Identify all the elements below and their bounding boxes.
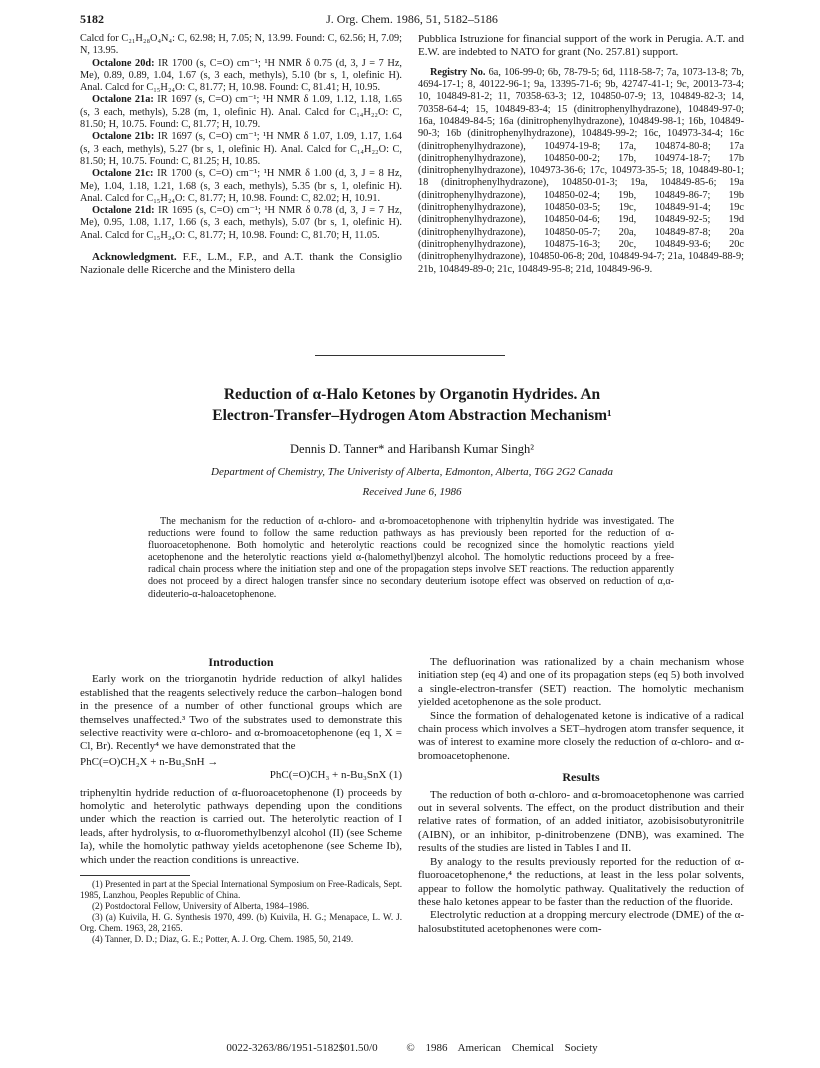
footnote: (4) Tanner, D. D.; Diaz, G. E.; Potter, A. J. Org. Chem. 1985, 50, 2149. xyxy=(92,934,354,945)
analysis-paragraph: Octalone 20d: IR 1700 (s, C=O) cm⁻¹; ¹H NMR δ 0.75 (d, 3, J = 7 Hz, Me), 0.89, 0.89, 1.04, 1.67 (s, 3 each, methyls), 5.10 (br s, 1, olefinic H). Anal. Calcd for C₁₅H₂₄O: C, 81.77; H, 10.98. Found: C, 81.41; H, 10.95. xyxy=(80,57,402,94)
page-number: 5182 xyxy=(80,12,104,26)
equation-1-line-2: PhC(=O)CH₃ + n-Bu₃SnX (1) xyxy=(269,769,402,782)
footnote: (1) Presented in part at the Special International Symposium on Free-Radicals, Sept. 1985, Lanzhou, Peoples Republic of China. xyxy=(80,879,403,901)
body-paragraph: The defluorination was rationalized by a chain mechanism whose initiation step (eq 4) and one of its propagation steps (eq 5) both involved a single-electron-transfer (SET) reaction. The homolytic mechanism yielded acetophenone as the sole product. xyxy=(418,656,744,709)
affiliation: Department of Chemistry, The Univeristy of Alberta, Edmonton, Alberta, T6G 2G2 Canada xyxy=(211,466,613,478)
intro-paragraph: Early work on the triorganotin hydride reduction of alkyl halides established that the reagents selectively reduce the carbon–halogen bond in the presence of a number of other functional groups which are themselves unaffected.³ Two of the substrates used to demonstrate this selective reactivity were α-chloro- and α-bromoacetophenone (eq 1, X = Cl, Br). Recently⁴ we have demonstrated that the xyxy=(80,673,402,753)
footnote-rule xyxy=(80,875,190,876)
analysis-paragraph: Octalone 21d: IR 1695 (s, C=O) cm⁻¹; ¹H NMR δ 0.78 (d, 3, J = 7 Hz, Me), 0.95, 1.08, 1.17, 1.66 (s, 3 each, methyls), 5.07 (br s, 1, olefinic H). Anal. Calcd for C₁₅H₂₄O: C, 81.77; H, 10.98. Found: C, 81.70; H, 11.05. xyxy=(80,205,402,241)
prev-article-right-column xyxy=(418,33,744,276)
running-header xyxy=(80,12,744,30)
article-separator xyxy=(315,355,505,356)
copyright-code: 0022-3263/86/1951-5182$01.50/0 xyxy=(226,1042,378,1054)
article-title: Reduction of α-Halo Ketones by Organotin Hydrides. An Electron-Transfer–Hydrogen Atom Abstraction Mechanism¹ xyxy=(212,386,612,424)
analysis-paragraph: Octalone 21a: IR 1697 (s, C=O) cm⁻¹; ¹H NMR δ 1.09, 1.12, 1.18, 1.65 (s, 3 each, methyls), 5.28 (m, 1, olefinic H). Anal. Calcd for C₁₄H₂₂O: C, 81.50; H, 10.75. Found: C, 81.77; H, 10.79. xyxy=(80,94,402,131)
section-heading-results: Results xyxy=(562,770,600,785)
received-date: Received June 6, 1986 xyxy=(362,486,462,498)
footnote: (2) Postdoctoral Fellow, University of Alberta, 1984–1986. xyxy=(92,901,310,912)
registry-numbers: Registry No. 6a, 106-99-0; 6b, 78-79-5; 6d, 1118-58-7; 7a, 1073-13-8; 7b, 4694-17-1; 8, 40122-96-1; 9a, 13395-71-6; 9b, 42747-41-1; 9c, 20013-73-4; 10, 104849-81-2; 11, 70358-63-3; 12, 104850-07-9; 13, 104849-82-3; 14, 70358-64-4; 15, 104849-83-4; 15 (dinitrophenylhydrazone), 104849-97-0; 16a, 104849-84-5; 16a (dinitrophenylhydrazone), 104849-98-1; 16b, 104849-90-3; 16b (dinitrophenylhydrazone), 104849-99-2; 16c, 104973-34-4; 16c (dinitrophenylhydrazone), 104974-19-8; 17a, 104874-80-8; 17a (dinitrophenylhydrazone), 104850-00-2; 17b, 104974-18-7; 17b (dinitrophenylhydrazone), 104973-36-6; 17c, 104973-35-5; 18, 104849-80-1; 18 (dinitrophenylhydrazone), 104850-01-3; 19a, 104849-85-6; 19a (dinitrophenylhydrazone), 104850-02-4; 19b, 104849-86-7; 19b (dinitrophenylhydrazone), 104850-03-5; 19c, 104849-91-4; 19c (dinitrophenylhydrazone), 104850-04-6; 19d, 104849-92-5; 19d (dinitrophenylhydrazone), 104850-05-7; 20a, 104849-87-8; 20a (dinitrophenylhydrazone), 104875-16-3; 20c, 104849-93-6; 20c (dinitrophenylhydrazone), 104850-06-8; 20d, 104849-94-7; 21a, 104849-88-9; 21b, 104849-89-0; 21c, 104849-95-8; 21d, 104849-96-9. xyxy=(418,66,744,275)
intro-paragraph: triphenyltin hydride reduction of α-fluoroacetophenone (I) proceeds by homolytic and heterolytic pathways depending upon the conditions under which the reaction is carried out. The heterolytic reaction of I leads, after hydrolysis, to α-fluoromethylbenzyl alcohol (II) (see Scheme Ia), while the homolytic pathway yields acetophenone (see Scheme Ib), which under the reaction conditions is unreactive. xyxy=(80,786,402,866)
page-footer xyxy=(80,1042,744,1054)
footnote: (3) (a) Kuivila, H. G. Synthesis 1970, 499. (b) Kuivila, H. G.; Menapace, L. W. J. Org. Chem. 1963, 28, 2165. xyxy=(80,912,402,934)
equation-1-line-1: PhC(=O)CH₂X + n-Bu₃SnH → xyxy=(80,755,219,768)
article-right-column xyxy=(418,656,744,936)
abstract: The mechanism for the reduction of α-chloro- and α-bromoacetophenone with triphenyltin hydride was investigated. The reductions were found to follow the same reduction pathways as has previously been reported for the reduction of α-fluoroacetophenone. Both homolytic and heterolytic reactions could be recognized since the homolytic reactions yield acetophenone and the heterolytic reactions yield α-(halomethyl)benzyl alcohol. The homolytic reductions proceed by a free-radical chain process where the initiation step and one of the propagation steps involve SET reactions. The reduction apparently does not proceed by a direct halogen transfer since no secondary deuterium isotope effect was observed on reduction of α,α-dideuterio-α-haloacetophenone. xyxy=(148,516,674,600)
article-left-column xyxy=(80,656,402,945)
analysis-paragraph: Calcd for C₂₁H₂₈O₄N₄: C, 62.98; H, 7.05; N, 13.99. Found: C, 62.56; H, 7.09; N, 13.95. xyxy=(80,33,402,57)
journal-reference: J. Org. Chem. 1986, 51, 5182–5186 xyxy=(326,12,498,26)
prev-article-left-column xyxy=(80,33,402,278)
acknowledgment: Acknowledgment. F.F., L.M., F.P., and A.T. thank the Consiglio Nazionale delle Ricerche and the Ministero della xyxy=(80,251,402,277)
body-paragraph: Electrolytic reduction at a dropping mercury electrode (DME) of the α-halosubstituted acetophenones were com- xyxy=(418,909,744,935)
analysis-paragraph: Octalone 21c: IR 1700 (s, C=O) cm⁻¹; ¹H NMR δ 1.00 (d, 3, J = 8 Hz, Me), 1.04, 1.18, 1.21, 1.68 (s, 3 each, methyls), 5.35 (br s, 1, olefinic H). Anal. Calcd for C₁₅H₂₄O: C, 81.77; H, 10.98. Found: C, 82.02; H, 10.91. xyxy=(80,168,402,204)
acknowledgment-continued: Pubblica Istruzione for financial support of the work in Perugia. A.T. and E.W. are indebted to NATO for grant (No. 257.81) support. xyxy=(418,33,744,59)
body-paragraph: Since the formation of dehalogenated ketone is indicative of a radical chain process which involves a SET–hydrogen atom transfer sequence, it was of interest to examine more closely the reduction of α-chloro- and α-bromoacetophenone. xyxy=(418,709,744,762)
analysis-paragraph: Octalone 21b: IR 1697 (s, C=O) cm⁻¹; ¹H NMR δ 1.07, 1.09, 1.17, 1.64 (s, 3 each, methyls), 5.27 (br s, 1, olefinic H). Anal. Calcd for C₁₄H₂₂O: C, 81.50; H, 10.75. Found: C, 81.25; H, 10.85. xyxy=(80,131,402,167)
body-paragraph: The reduction of both α-chloro- and α-bromoacetophenone was carried out in several solvents. The effect, on the product distribution and their relative rates of formation, of an added initiator, azobisisobutyronitrile (AIBN), or an inhibitor, p-dinitrobenzene (DNB), was examined. The results of the studies are listed in Tables I and II. xyxy=(418,788,744,855)
section-heading-introduction: Introduction xyxy=(208,655,274,669)
copyright-notice: © 1986 American Chemical Society xyxy=(406,1042,598,1054)
authors: Dennis D. Tanner* and Haribansh Kumar Singh² xyxy=(290,442,534,456)
body-paragraph: By analogy to the results previously reported for the reduction of α-fluoroacetophenone,⁴ the reductions, at least in the less polar solvents, appear to follow the homolytic pathway. Qualitatively the reduction of these halo ketones appear to be faster than the reduction of the fluoride. xyxy=(418,855,744,908)
